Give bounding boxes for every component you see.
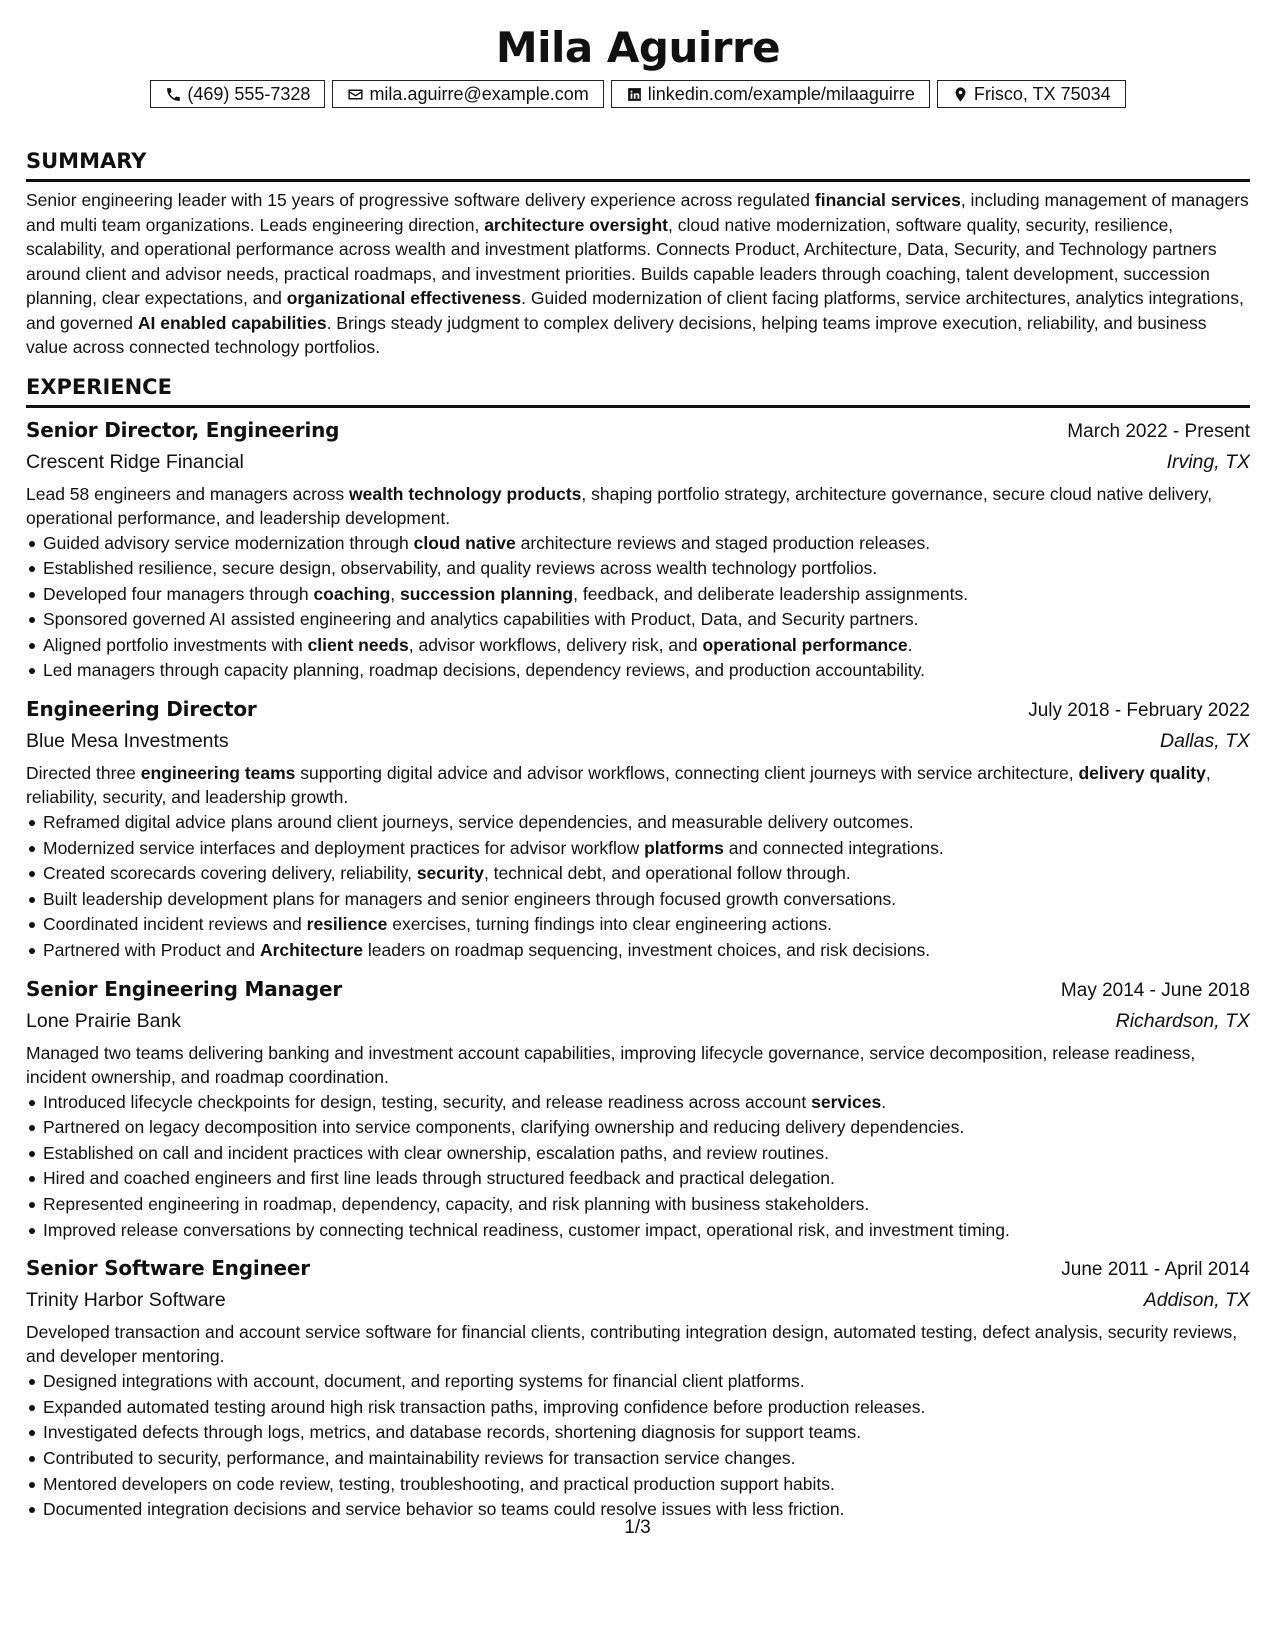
job-title: Senior Engineering Manager bbox=[26, 976, 342, 1001]
bullet-item: Established on call and incident practices with clear ownership, escalation paths, and review routines. bbox=[26, 1141, 1250, 1167]
job-bullets bbox=[26, 1369, 1250, 1523]
bullet-item: Contributed to security, performance, and maintainability reviews for transaction service changes. bbox=[26, 1446, 1250, 1472]
job-description: Developed transaction and account service software for financial clients, contributing integration design, automated testing, defect analysis, security reviews, and developer mentoring. bbox=[26, 1322, 1238, 1367]
job-entry bbox=[26, 1254, 1250, 1523]
job-dates: March 2022 - Present bbox=[1067, 420, 1250, 442]
job-title: Senior Software Engineer bbox=[26, 1256, 310, 1281]
job-dates: May 2014 - June 2018 bbox=[1060, 979, 1250, 1001]
bullet-item: Built leadership development plans for managers and senior engineers through focused growth conversations. bbox=[26, 887, 1250, 913]
job-title: Senior Director, Engineering bbox=[26, 417, 340, 442]
job-description: Directed three engineering teams supporting digital advice and advisor workflows, connecting client journeys with service architecture, delivery quality, reliability, security, and leadership growth. bbox=[26, 763, 1211, 808]
bullet-item: Hired and coached engineers and first line leads through structured feedback and practical delegation. bbox=[26, 1166, 1250, 1192]
bullet-item: Documented integration decisions and service behavior so teams could resolve issues with less friction. bbox=[26, 1497, 1250, 1523]
experience-list bbox=[26, 416, 1250, 1523]
bullet-item: Improved release conversations by connecting technical readiness, customer impact, operational risk, and investment timing. bbox=[26, 1218, 1250, 1244]
job-location: Richardson, TX bbox=[1115, 1009, 1250, 1032]
job-bullets bbox=[26, 531, 1250, 685]
bullet-item: Created scorecards covering delivery, reliability, security, technical debt, and operational follow through. bbox=[26, 861, 1250, 887]
phone-icon bbox=[165, 86, 182, 103]
linkedin-icon bbox=[626, 86, 643, 103]
bullet-item: Aligned portfolio investments with client needs, advisor workflows, delivery risk, and operational performance. bbox=[26, 633, 1250, 659]
experience-heading: EXPERIENCE bbox=[26, 374, 1250, 408]
job-description: Lead 58 engineers and managers across wealth technology products, shaping portfolio strategy, architecture governance, secure cloud native delivery, operational performance, and leadership development. bbox=[26, 483, 1213, 528]
summary-heading: SUMMARY bbox=[26, 148, 1250, 182]
job-bullets bbox=[26, 1090, 1250, 1244]
bullet-item: Modernized service interfaces and deployment practices for advisor workflow platforms and connected integrations. bbox=[26, 836, 1250, 862]
contact-bar bbox=[26, 80, 1250, 108]
bullet-item: Investigated defects through logs, metrics, and database records, shortening diagnosis for support teams. bbox=[26, 1420, 1250, 1446]
contact-linkedin-text: linkedin.com/example/milaaguirre bbox=[647, 83, 915, 104]
bullet-item: Coordinated incident reviews and resilience exercises, turning findings into clear engineering actions. bbox=[26, 912, 1250, 938]
job-company: Crescent Ridge Financial bbox=[26, 450, 244, 473]
bullet-item: Guided advisory service modernization through cloud native architecture reviews and staged production releases. bbox=[26, 531, 1250, 557]
bullet-item: Mentored developers on code review, testing, troubleshooting, and practical production support habits. bbox=[26, 1472, 1250, 1498]
job-dates: June 2011 - April 2014 bbox=[1061, 1259, 1250, 1281]
job-dates: July 2018 - February 2022 bbox=[1028, 700, 1250, 722]
contact-email-text: mila.aguirre@example.com bbox=[369, 83, 589, 104]
job-company: Blue Mesa Investments bbox=[26, 730, 229, 753]
job-description: Managed two teams delivering banking and investment account capabilities, improving lifecycle governance, service decomposition, release readiness, incident ownership, and roadmap coordination. bbox=[26, 1042, 1196, 1087]
contact-email[interactable] bbox=[332, 80, 603, 108]
job-entry bbox=[26, 695, 1250, 964]
resume-page bbox=[26, 0, 1250, 1523]
candidate-name: Mila Aguirre bbox=[495, 23, 781, 72]
job-location: Dallas, TX bbox=[1160, 730, 1250, 753]
page-number: 1/3 bbox=[624, 1517, 651, 1538]
bullet-item: Reframed digital advice plans around client journeys, service dependencies, and measurable delivery outcomes. bbox=[26, 810, 1250, 836]
bullet-item: Sponsored governed AI assisted engineering and analytics capabilities with Product, Data, and Security partners. bbox=[26, 607, 1250, 633]
job-company: Trinity Harbor Software bbox=[26, 1289, 226, 1312]
bullet-item: Represented engineering in roadmap, dependency, capacity, and risk planning with business stakeholders. bbox=[26, 1192, 1250, 1218]
bullet-item: Led managers through capacity planning, roadmap decisions, dependency reviews, and production accountability. bbox=[26, 658, 1250, 684]
bullet-item: Introduced lifecycle checkpoints for design, testing, security, and release readiness across account services. bbox=[26, 1090, 1250, 1116]
bullet-item: Partnered with Product and Architecture leaders on roadmap sequencing, investment choices, and risk decisions. bbox=[26, 938, 1250, 964]
summary-text: Senior engineering leader with 15 years of progressive software delivery experience across regulated financial services, including management of managers and multi team organizations. Leads engineering direction, architecture oversight, cloud native modernization, software quality, security, resilience, scalability, and operational performance across wealth and investment platforms. Connects Product, Architecture, Data, Security, and Technology partners around client and advisor needs, practical roadmaps, and investment priorities. Builds capable leaders through coaching, talent development, succession planning, clear expectations, and organizational effectiveness. Guided modernization of client facing platforms, service architectures, analytics integrations, and governed AI enabled capabilities. Brings steady judgment to complex delivery decisions, helping teams improve execution, reliability, and business value across connected technology portfolios. bbox=[26, 190, 1249, 357]
contact-linkedin[interactable] bbox=[611, 80, 930, 108]
contact-phone-text: (469) 555-7328 bbox=[187, 83, 311, 104]
job-company: Lone Prairie Bank bbox=[26, 1009, 182, 1032]
map-pin-icon bbox=[952, 86, 969, 103]
bullet-item: Expanded automated testing around high risk transaction paths, improving confidence before production releases. bbox=[26, 1395, 1250, 1421]
job-entry bbox=[26, 416, 1250, 685]
contact-location-text: Frisco, TX 75034 bbox=[973, 83, 1111, 104]
bullet-item: Developed four managers through coaching, succession planning, feedback, and deliberate leadership assignments. bbox=[26, 582, 1250, 608]
job-bullets bbox=[26, 810, 1250, 964]
bullet-item: Partnered on legacy decomposition into service components, clarifying ownership and reducing delivery dependencies. bbox=[26, 1115, 1250, 1141]
job-location: Addison, TX bbox=[1143, 1289, 1250, 1312]
bullet-item: Established resilience, secure design, observability, and quality reviews across wealth technology portfolios. bbox=[26, 556, 1250, 582]
job-location: Irving, TX bbox=[1166, 450, 1250, 473]
bullet-item: Designed integrations with account, document, and reporting systems for financial client platforms. bbox=[26, 1369, 1250, 1395]
contact-location bbox=[937, 80, 1126, 108]
contact-phone[interactable] bbox=[150, 80, 325, 108]
job-entry bbox=[26, 975, 1250, 1244]
job-title: Engineering Director bbox=[26, 697, 257, 722]
envelope-icon bbox=[347, 86, 364, 103]
